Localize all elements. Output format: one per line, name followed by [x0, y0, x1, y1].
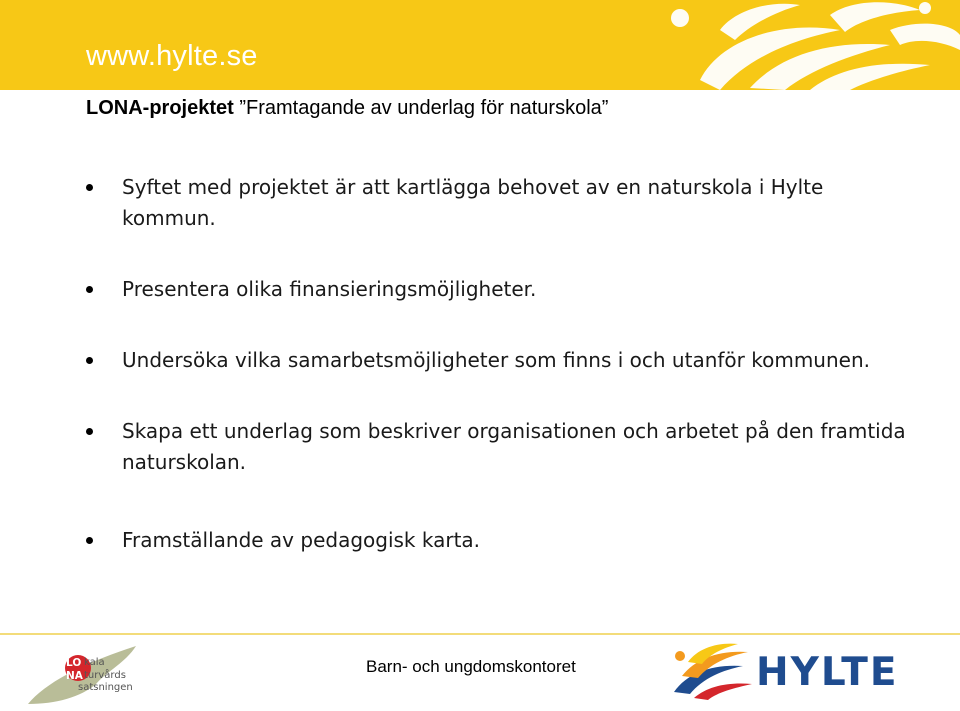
- hylte-swirl-icon: [668, 642, 754, 700]
- bullet-dot-icon: [86, 428, 93, 435]
- bullet-item: [86, 416, 906, 478]
- bullet-list: [86, 172, 906, 556]
- site-url[interactable]: www.hylte.se: [86, 40, 258, 72]
- bullet-dot-icon: [86, 286, 93, 293]
- hylte-wordmark: HYLTE: [756, 650, 899, 695]
- lona-satsningen: satsningen: [78, 682, 133, 693]
- header-banner: [0, 0, 960, 90]
- bullet-dot-icon: [86, 184, 93, 191]
- slide-title-rest: ”Framtagande av underlag för naturskola”: [233, 97, 609, 119]
- footer-divider: [0, 633, 960, 635]
- lona-lo: LO: [66, 657, 82, 669]
- slide-title-bold: LONA-projektet: [86, 97, 234, 119]
- hylte-logo: [668, 642, 899, 700]
- hylte-swirl-logo-icon: [660, 0, 960, 90]
- lona-logo: [26, 642, 146, 708]
- bullet-text: Undersöka vilka samarbetsmöjligheter som finns i och utanför kommunen.: [122, 348, 870, 372]
- bullet-text: Framställande av pedagogisk karta.: [122, 528, 481, 552]
- bullet-item: [86, 345, 906, 376]
- bullet-item: [86, 172, 906, 234]
- bullet-item: [86, 525, 906, 556]
- lona-kala: kala: [84, 657, 105, 668]
- bullet-text: Syftet med projektet är att kartlägga behovet av en naturskola i Hylte kommun.: [122, 175, 824, 230]
- bullet-dot-icon: [86, 537, 93, 544]
- bullet-dot-icon: [86, 357, 93, 364]
- slide-title: [86, 97, 608, 120]
- footer-department: Barn- och ungdomskontoret: [366, 657, 576, 676]
- bullet-text: Skapa ett underlag som beskriver organisationen och arbetet på den framtida naturskolan.: [122, 419, 906, 474]
- bullet-item: [86, 274, 906, 305]
- lona-turvards: turvårds: [84, 670, 126, 681]
- lona-na: NA: [66, 670, 83, 682]
- bullet-text: Presentera olika finansieringsmöjligheter.: [122, 277, 537, 301]
